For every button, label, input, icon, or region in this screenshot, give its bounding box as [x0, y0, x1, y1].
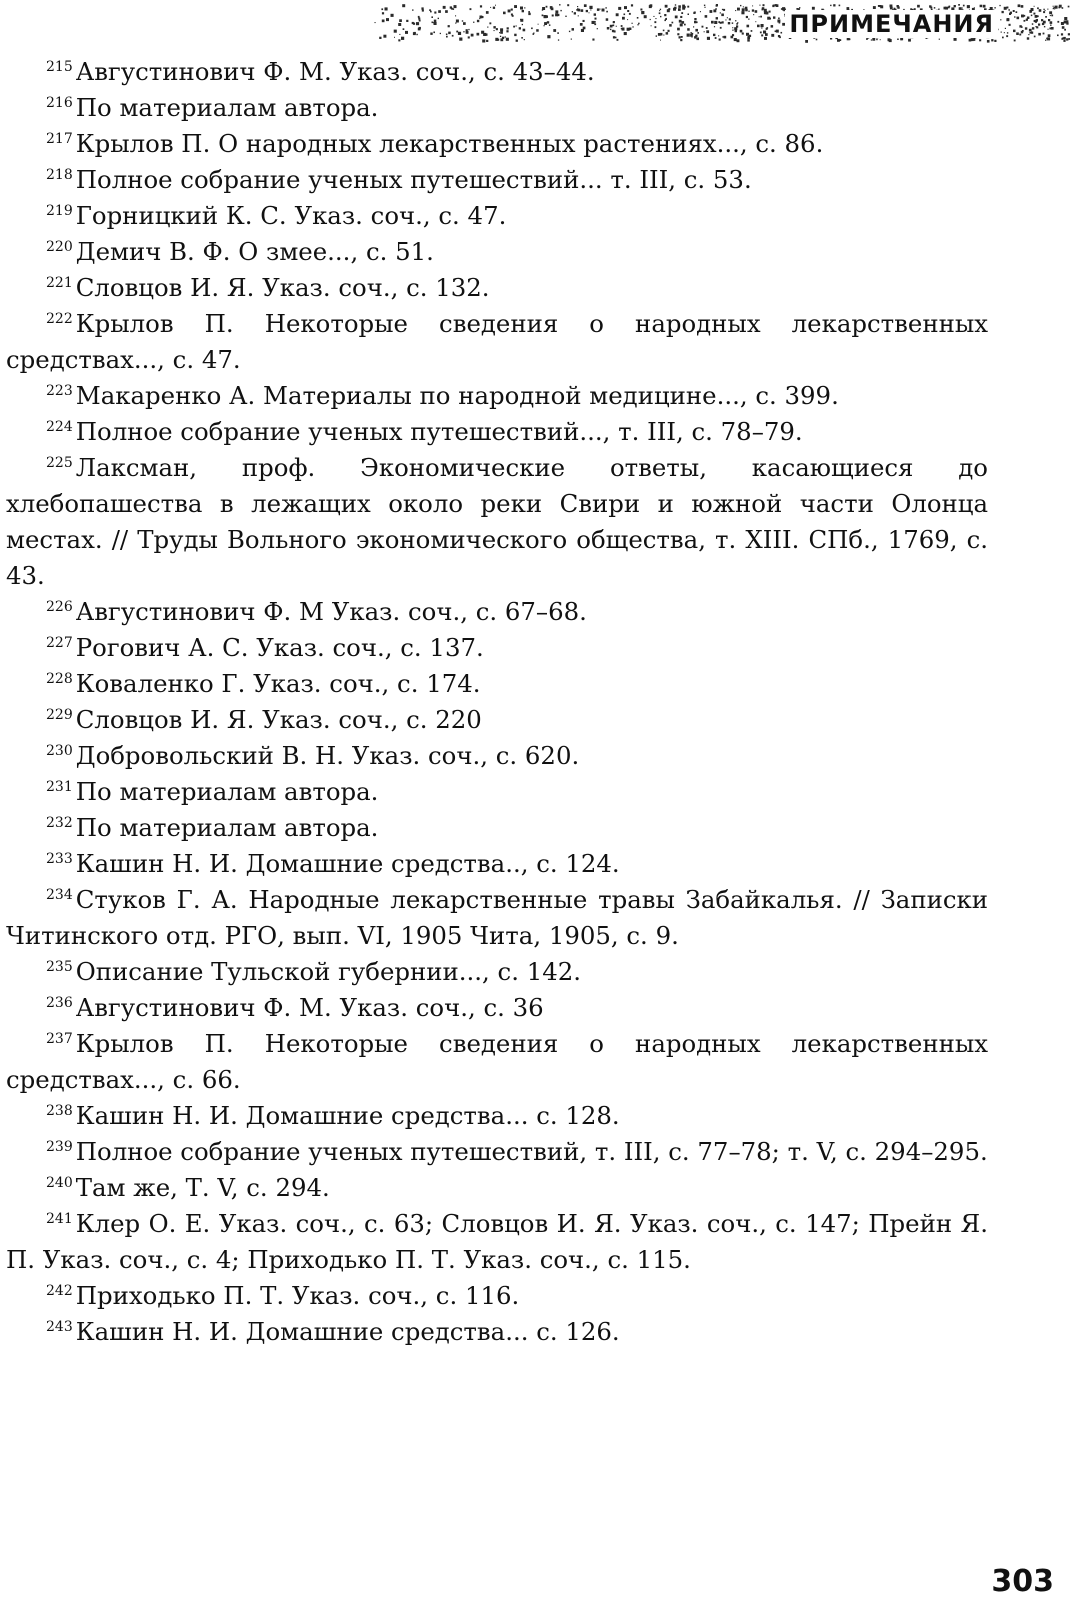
note-text: Крылов П. Некоторые сведения о народных лекарственных средствах..., с. 66. — [6, 1029, 988, 1094]
note-entry — [6, 450, 988, 594]
note-number: 236 — [46, 995, 73, 1011]
note-number: 243 — [46, 1319, 73, 1335]
note-number: 231 — [46, 779, 73, 795]
note-entry — [6, 234, 988, 270]
note-text: По материалам автора. — [75, 93, 379, 122]
note-number: 228 — [46, 671, 73, 687]
note-text: Полное собрание ученых путешествий... т. III, с. 53. — [75, 165, 752, 194]
note-text: Кашин Н. И. Домашние средства... с. 128. — [75, 1101, 620, 1130]
note-entry — [6, 306, 988, 378]
note-number: 237 — [46, 1031, 73, 1047]
note-text: Крылов П. Некоторые сведения о народных лекарственных средствах..., с. 47. — [6, 309, 988, 374]
note-entry — [6, 126, 988, 162]
note-number: 233 — [46, 851, 73, 867]
note-entry — [6, 1098, 988, 1134]
note-entry — [6, 954, 988, 990]
note-number: 217 — [46, 131, 73, 147]
note-text: По материалам автора. — [75, 813, 379, 842]
note-entry — [6, 54, 988, 90]
note-entry — [6, 594, 988, 630]
note-entry — [6, 378, 988, 414]
note-text: Описание Тульской губернии..., с. 142. — [75, 957, 582, 986]
note-entry — [6, 738, 988, 774]
note-entry — [6, 1170, 988, 1206]
note-text: Там же, Т. V, с. 294. — [75, 1173, 330, 1202]
note-number: 224 — [46, 419, 73, 435]
note-entry — [6, 882, 988, 954]
note-text: Августинович Ф. М Указ. соч., с. 67–68. — [75, 597, 587, 626]
note-text: Приходько П. Т. Указ. соч., с. 116. — [75, 1281, 520, 1310]
note-entry — [6, 1134, 988, 1170]
note-number: 238 — [46, 1103, 73, 1119]
note-entry — [6, 810, 988, 846]
note-entry — [6, 990, 988, 1026]
note-number: 218 — [46, 167, 73, 183]
running-header — [372, 0, 1070, 44]
note-text: Демич В. Ф. О змее..., с. 51. — [75, 237, 434, 266]
note-text: Августинович Ф. М. Указ. соч., с. 36 — [75, 993, 544, 1022]
note-text: Добровольский В. Н. Указ. соч., с. 620. — [75, 741, 580, 770]
note-number: 241 — [46, 1211, 73, 1227]
note-number: 234 — [46, 887, 73, 903]
note-entry — [6, 162, 988, 198]
note-entry — [6, 1026, 988, 1098]
note-entry — [6, 846, 988, 882]
note-entry — [6, 1278, 988, 1314]
note-number: 232 — [46, 815, 73, 831]
note-text: Августинович Ф. М. Указ. соч., с. 43–44. — [75, 57, 595, 86]
note-number: 242 — [46, 1283, 73, 1299]
note-entry — [6, 198, 988, 234]
note-number: 240 — [46, 1175, 73, 1191]
note-number: 222 — [46, 311, 73, 327]
note-number: 239 — [46, 1139, 73, 1155]
note-number: 223 — [46, 383, 73, 399]
note-entry — [6, 270, 988, 306]
note-entry — [6, 90, 988, 126]
note-number: 216 — [46, 95, 73, 111]
note-text: Горницкий К. С. Указ. соч., с. 47. — [75, 201, 507, 230]
note-text: По материалам автора. — [75, 777, 379, 806]
note-text: Кашин Н. И. Домашние средства... с. 126. — [75, 1317, 620, 1346]
note-text: Клер О. Е. Указ. соч., с. 63; Словцов И. Я. Указ. соч., с. 147; Прейн Я. П. Указ. соч., с. 4; Приходько П. Т. Указ. соч., с. 115. — [6, 1209, 988, 1274]
note-text: Полное собрание ученых путешествий, т. III, с. 77–78; т. V, с. 294–295. — [75, 1137, 988, 1166]
note-number: 225 — [46, 455, 73, 471]
note-number: 235 — [46, 959, 73, 975]
note-text: Рогович А. С. Указ. соч., с. 137. — [75, 633, 484, 662]
note-entry — [6, 702, 988, 738]
note-text: Крылов П. О народных лекарственных растениях..., с. 86. — [75, 129, 824, 158]
note-number: 221 — [46, 275, 73, 291]
note-text: Лаксман, проф. Экономические ответы, касающиеся до хлебопашества в лежащих около реки Свири и южной части Олонца местах. // Труды Вольного экономического общества, т. XIII. СПб., 1769, с. 43. — [6, 453, 988, 590]
note-text: Коваленко Г. Указ. соч., с. 174. — [75, 669, 481, 698]
note-text: Стуков Г. А. Народные лекарственные травы Забайкалья. // Записки Читинского отд. РГО, вып. VI, 1905 Чита, 1905, с. 9. — [6, 885, 988, 950]
note-number: 220 — [46, 239, 73, 255]
note-number: 227 — [46, 635, 73, 651]
note-entry — [6, 1314, 988, 1350]
note-number: 226 — [46, 599, 73, 615]
note-entry — [6, 414, 988, 450]
page-number: 303 — [991, 1564, 1054, 1599]
note-text: Кашин Н. И. Домашние средства.., с. 124. — [75, 849, 620, 878]
note-text: Словцов И. Я. Указ. соч., с. 132. — [75, 273, 490, 302]
notes-list — [6, 54, 988, 1350]
note-entry — [6, 630, 988, 666]
note-text: Полное собрание ученых путешествий..., т. III, с. 78–79. — [75, 417, 803, 446]
note-entry — [6, 774, 988, 810]
note-number: 229 — [46, 707, 73, 723]
note-number: 219 — [46, 203, 73, 219]
note-entry — [6, 666, 988, 702]
note-number: 230 — [46, 743, 73, 759]
note-number: 215 — [46, 59, 73, 75]
section-title: ПРИМЕЧАНИЯ — [785, 10, 998, 38]
note-text: Словцов И. Я. Указ. соч., с. 220 — [75, 705, 482, 734]
note-entry — [6, 1206, 988, 1278]
note-text: Макаренко А. Материалы по народной медицине..., с. 399. — [75, 381, 839, 410]
